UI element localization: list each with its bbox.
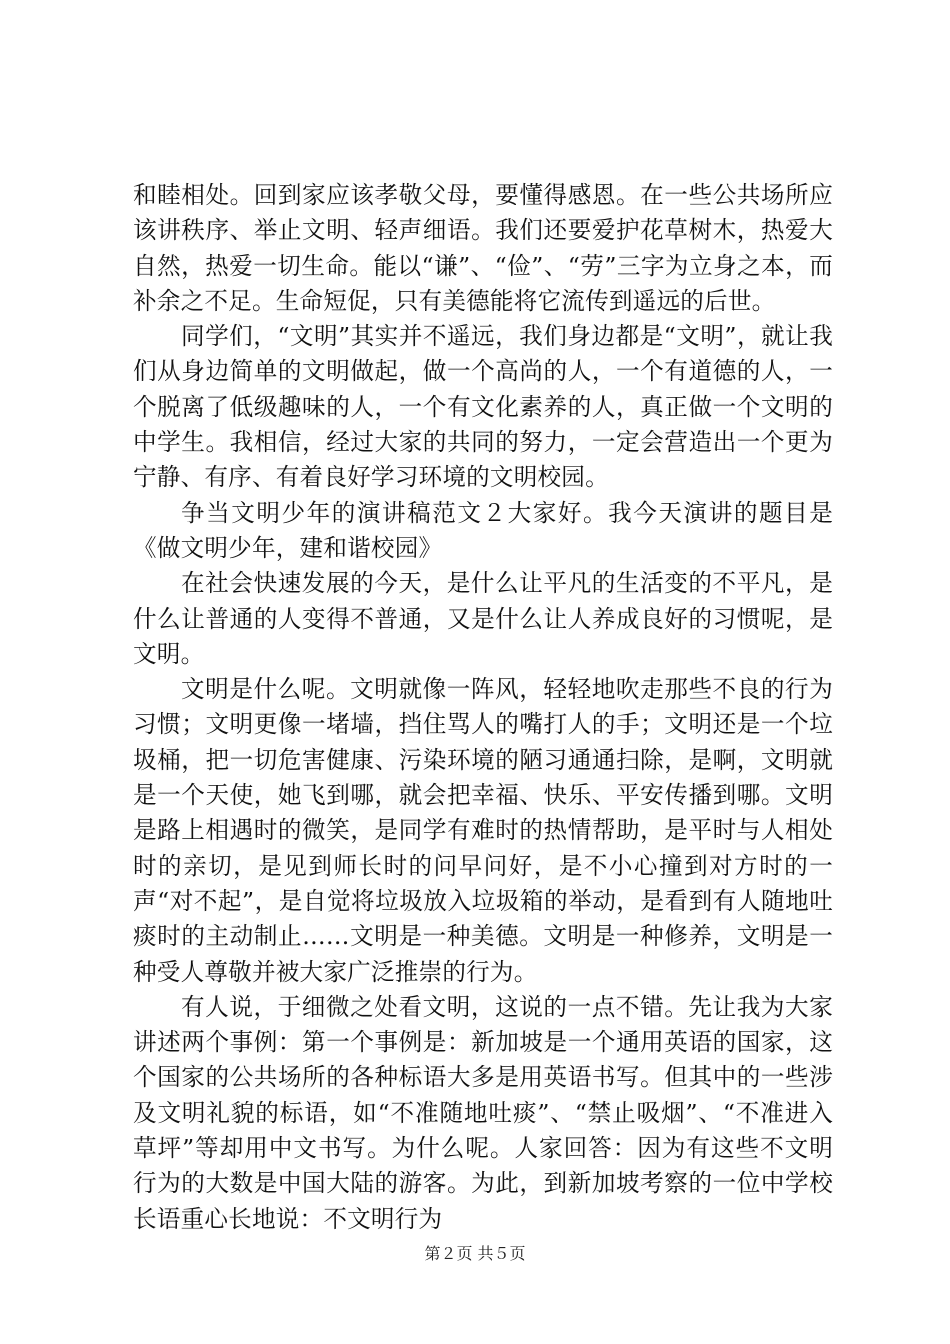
- paragraph-examples: 有人说，于细微之处看文明，这说的一点不错。先让我为大家讲述两个事例：第一个事例是：新加坡是一个通用英语的国家，这个国家的公共场所的各种标语大多是用英语书写。但其中的一些涉及文明礼貌的标语，如“不准随地吐痰”、“禁止吸烟”、“不准进入草坪”等却用中文书写。为什么呢。人家回答：因为有这些不文明行为的大数是中国大陆的游客。为此，到新加坡考察的一位中学校长语重心长地说：不文明行为: [133, 992, 833, 1233]
- page-number-footer: 第２页 共５页: [424, 1244, 526, 1263]
- paragraph-what-is-civility: 文明是什么呢。文明就像一阵风，轻轻地吹走那些不良的行为习惯；文明更像一堵墙，挡住骂人的嘴打人的手；文明还是一个垃圾桶，把一切危害健康、污染环境的陋习通通扫除，是啊，文明就是一个天使，她飞到哪，就会把幸福、快乐、平安传播到哪。文明是路上相遇时的微笑，是同学有难时的热情帮助，是平时与人相处时的亲切，是见到师长时的问早问好，是不小心撞到对方时的一声“对不起”，是自觉将垃圾放入垃圾箱的举动，是看到有人随地吐痰时的主动制止……文明是一种美德。文明是一种修养，文明是一种受人尊敬并被大家广泛推崇的行为。: [133, 675, 833, 986]
- paragraph-classmates: 同学们，“文明”其实并不遥远，我们身边都是“文明”，就让我们从身边简单的文明做起，做一个高尚的人，一个有道德的人，一个脱离了低级趣味的人，一个有文化素养的人，真正做一个文明的中学生。我相信，经过大家的共同的努力，一定会营造出一个更为宁静、有序、有着良好学习环境的文明校园。: [133, 322, 833, 492]
- paragraph-society: 在社会快速发展的今天，是什么让平凡的生活变的不平凡，是什么让普通的人变得不普通，又是什么让人养成良好的习惯呢，是文明。: [133, 569, 833, 668]
- paragraph-continuation: 和睦相处。回到家应该孝敬父母，要懂得感恩。在一些公共场所应该讲秩序、举止文明、轻声细语。我们还要爱护花草树木，热爱大自然，热爱一切生命。能以“谦”、“俭”、“劳”三字为立身之本，而补余之不足。生命短促，只有美德能将它流传到遥远的后世。: [133, 181, 833, 315]
- document-body: [133, 178, 833, 1237]
- paragraph-speech-title: 争当文明少年的演讲稿范文２大家好。我今天演讲的题目是《做文明少年，建和谐校园》: [133, 498, 833, 562]
